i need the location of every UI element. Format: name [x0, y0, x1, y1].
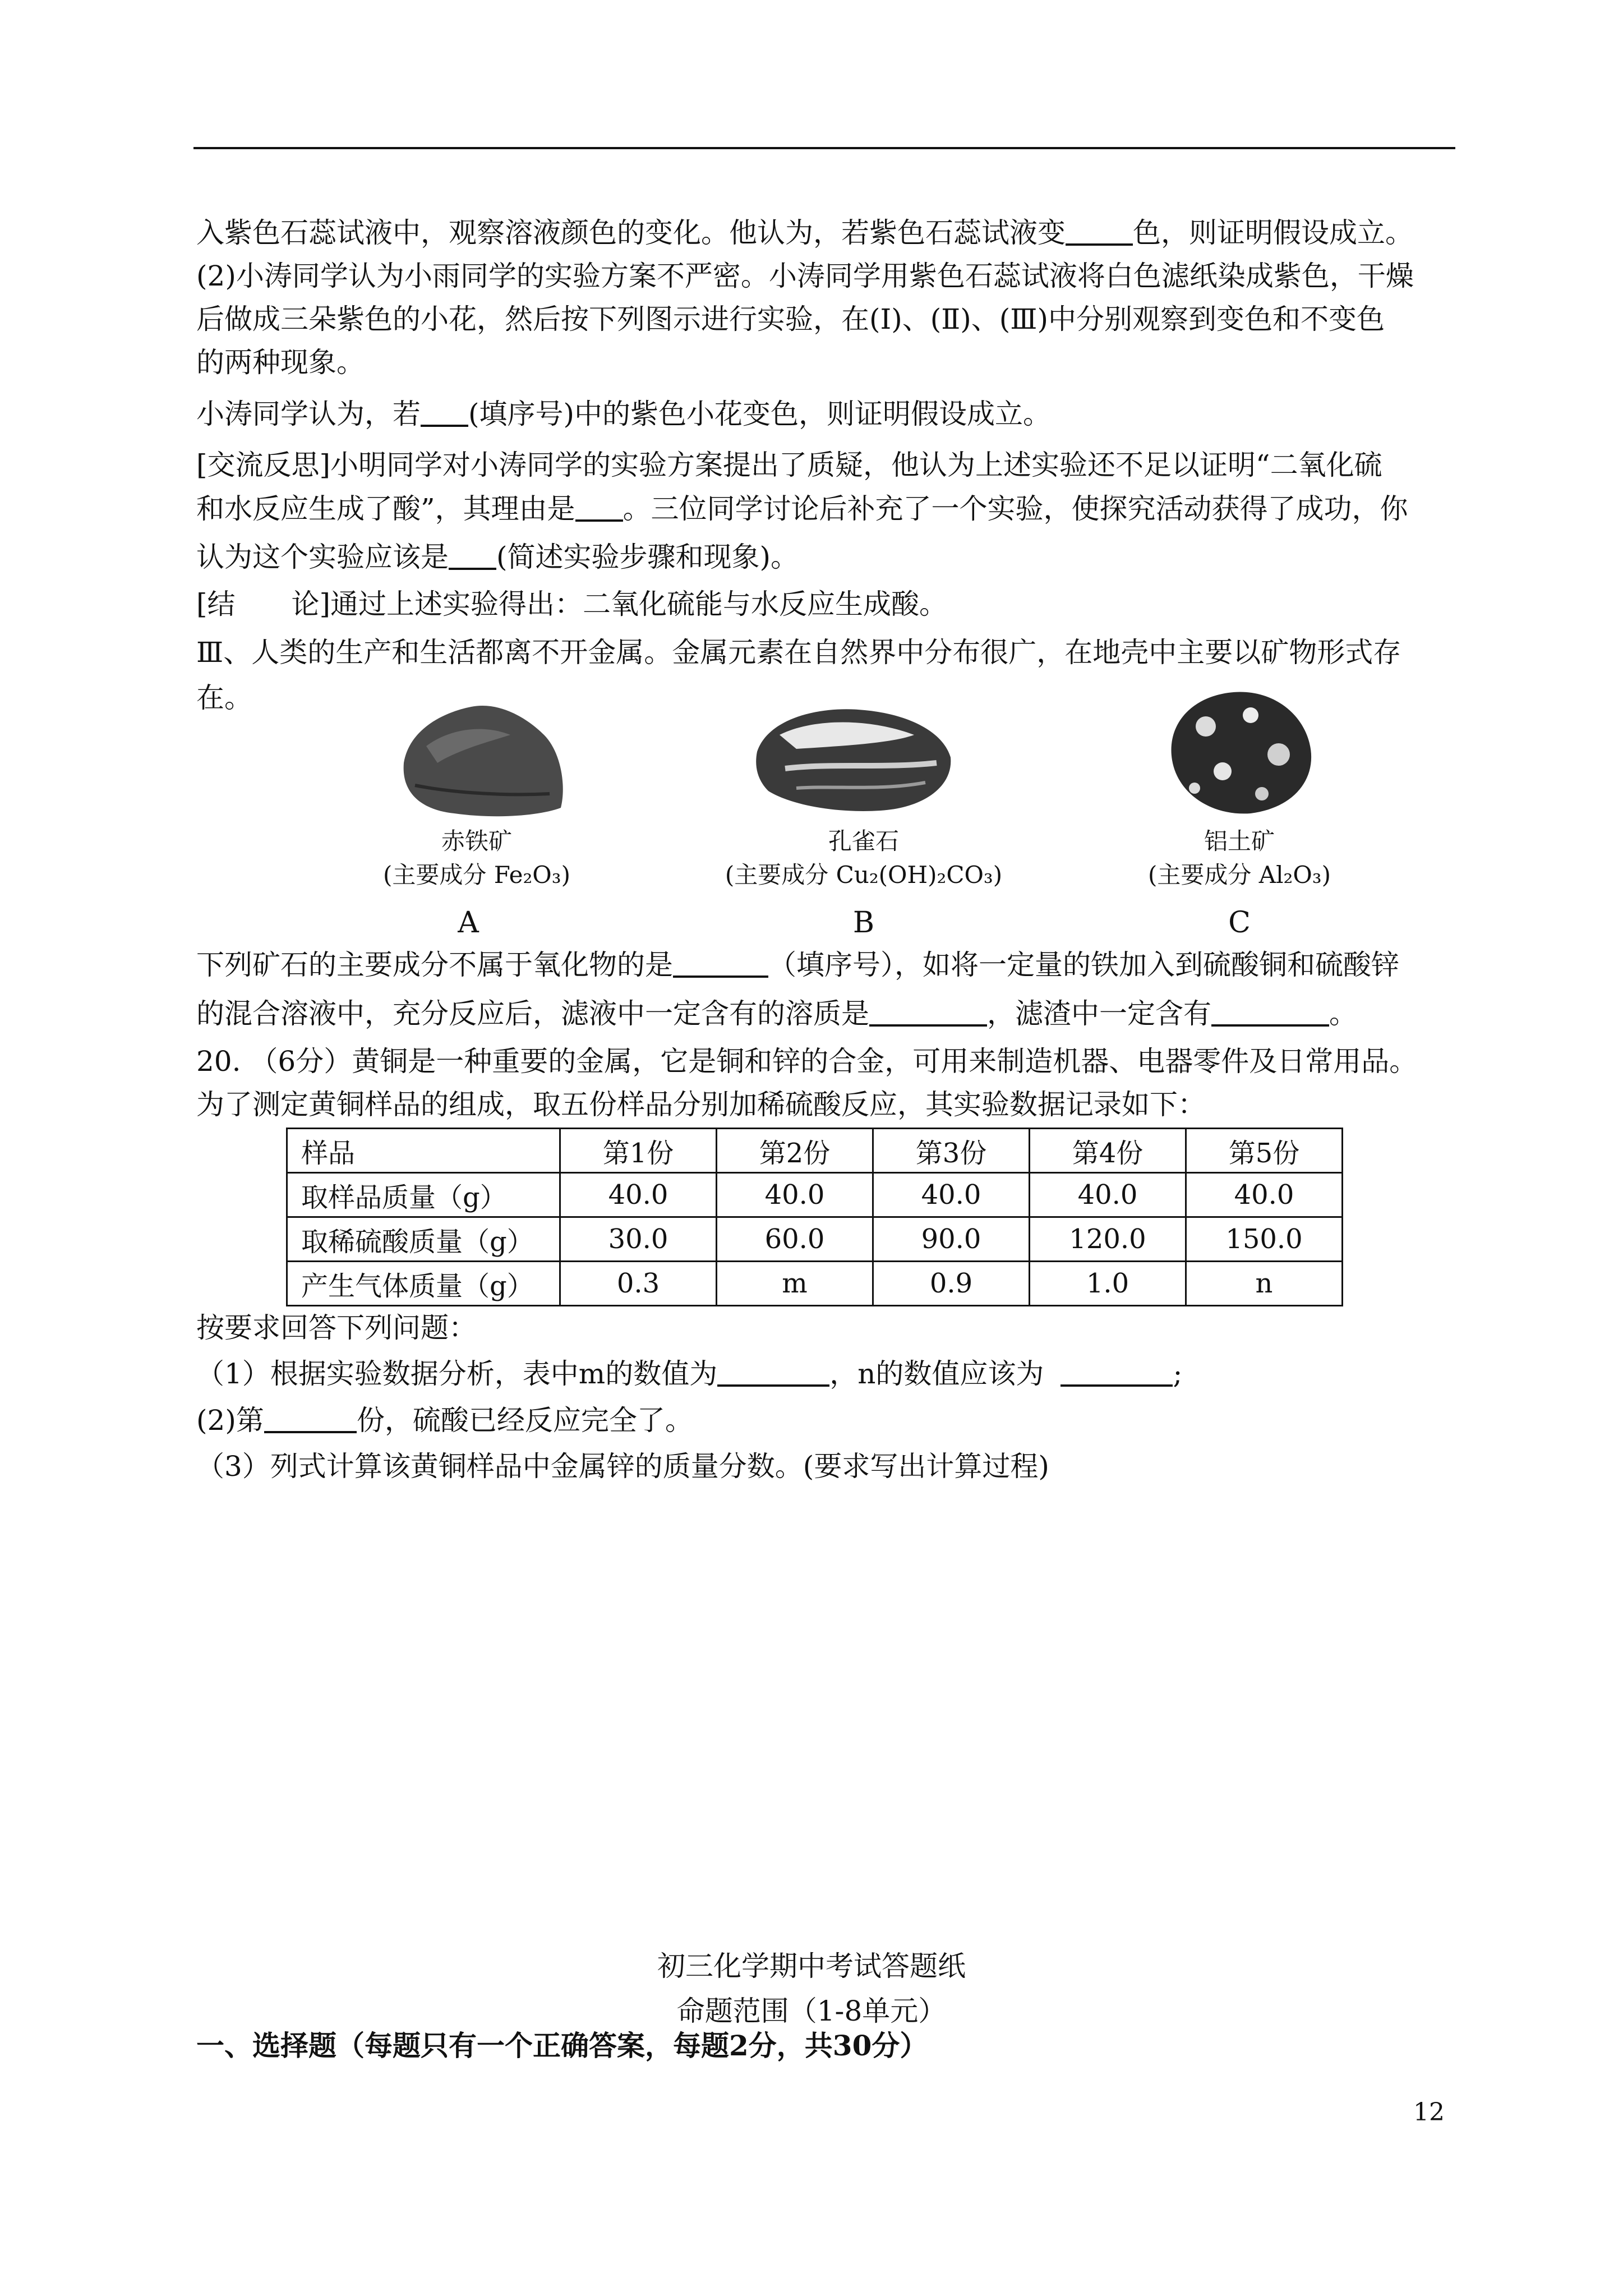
text-line-12: 下列矿石的主要成分不属于氧化物的是 （填序号），如将一定量的铁加入到硫酸铜和硫酸锌	[196, 949, 1399, 981]
table-cell: 40.0	[560, 1173, 717, 1217]
text-line-15: 为了测定黄铜样品的组成，取五份样品分别加稀硫酸反应，其实验数据记录如下：	[196, 1088, 1206, 1121]
table-cell: n	[1186, 1262, 1343, 1306]
text-line-11: 在。	[196, 682, 252, 714]
table-cell: 样品	[287, 1129, 560, 1173]
ore-name-c: 铝土矿	[1204, 827, 1275, 855]
table-row	[287, 1217, 1343, 1262]
table-cell: 30.0	[560, 1217, 717, 1262]
table-cell: 第5份	[1186, 1129, 1343, 1173]
text-line-5: 小涛同学认为，若 (填序号)中的紫色小花变色，则证明假设成立。	[196, 398, 1052, 430]
table-cell: 150.0	[1186, 1217, 1343, 1262]
table-cell: 90.0	[873, 1217, 1030, 1262]
ore-formula-a: (主要成分 Fe₂O₃)	[383, 861, 570, 889]
text-line-10: Ⅲ、人类的生产和生活都离不开金属。金属元素在自然界中分布很广，在地壳中主要以矿物形式存	[196, 636, 1401, 669]
text-line-1: 入紫色石蕊试液中，观察溶液颜色的变化。他认为，若紫色石蕊试液变 色，则证明假设成立。	[196, 217, 1413, 249]
answer-blank[interactable]	[673, 950, 768, 978]
answer-blank[interactable]	[449, 542, 496, 570]
text-line-9: [结 论]通过上述实验得出：二氧化硫能与水反应生成酸。	[196, 588, 948, 620]
table-cell: m	[717, 1262, 873, 1306]
ore-formula-b: (主要成分 Cu₂(OH)₂CO₃)	[725, 861, 1003, 889]
answer-blank[interactable]	[575, 494, 623, 522]
ore-formula-c: (主要成分 Al₂O₃)	[1148, 861, 1331, 889]
malachite-ore-image	[746, 701, 959, 819]
table-cell: 第3份	[873, 1129, 1030, 1173]
text-line-8: 认为这个实验应该是 (简述实验步骤和现象)。	[196, 541, 799, 573]
table-cell: 第2份	[717, 1129, 873, 1173]
text-line-16: 按要求回答下列问题：	[196, 1312, 477, 1344]
ore-letter-c: C	[1228, 906, 1251, 940]
table-row	[287, 1173, 1343, 1217]
table-cell: 第4份	[1030, 1129, 1186, 1173]
table-cell: 取样品质量（g）	[287, 1173, 560, 1217]
table-cell: 40.0	[717, 1173, 873, 1217]
text-line-13: 的混合溶液中，充分反应后，滤液中一定含有的溶质是 ，滤渣中一定含有 。	[196, 997, 1357, 1030]
table-cell: 120.0	[1030, 1217, 1186, 1262]
table-row	[287, 1262, 1343, 1306]
answer-blank[interactable]	[264, 1405, 357, 1433]
ore-letter-b: B	[852, 906, 875, 940]
ore-name-b: 孔雀石	[828, 827, 899, 855]
table-cell: 0.3	[560, 1262, 717, 1306]
experiment-data-table	[286, 1128, 1343, 1306]
table-cell: 产生气体质量（g）	[287, 1262, 560, 1306]
text-line-14: 20. （6分）黄铜是一种重要的金属，它是铜和锌的合金，可用来制造机器、电器零件及日常用品。	[196, 1045, 1418, 1078]
table-cell: 60.0	[717, 1217, 873, 1262]
text-line-17: （1）根据实验数据分析，表中m的数值为 ，n的数值应该为 ;	[196, 1358, 1183, 1390]
answer-blank[interactable]	[1061, 1359, 1173, 1387]
text-line-18: (2)第 份，硫酸已经反应完全了。	[196, 1404, 693, 1437]
table-cell: 取稀硫酸质量（g）	[287, 1217, 560, 1262]
table-cell: 40.0	[1186, 1173, 1343, 1217]
text-line-6: [交流反思]小明同学对小涛同学的实验方案提出了质疑，他认为上述实验还不足以证明“二氧化硫	[196, 449, 1382, 481]
table-cell: 40.0	[873, 1173, 1030, 1217]
text-line-3: 后做成三朵紫色的小花，然后按下列图示进行实验，在(Ⅰ)、(Ⅱ)、(Ⅲ)中分别观察到变色和不变色	[196, 303, 1385, 335]
hematite-ore-image	[393, 696, 572, 825]
table-cell: 第1份	[560, 1129, 717, 1173]
answer-blank[interactable]	[1066, 218, 1133, 246]
section-heading: 一、选择题（每题只有一个正确答案，每题2分，共30分）	[196, 2029, 928, 2062]
header-rule	[193, 147, 1455, 149]
ore-letter-a: A	[458, 906, 479, 940]
answer-sheet-title: 初三化学期中考试答题纸	[657, 1950, 966, 1982]
text-line-4: 的两种现象。	[196, 346, 365, 379]
table-cell: 40.0	[1030, 1173, 1186, 1217]
table-cell: 0.9	[873, 1262, 1030, 1306]
text-line-2: (2)小涛同学认为小雨同学的实验方案不严密。小涛同学用紫色石蕊试液将白色滤纸染成紫色，干燥	[196, 260, 1414, 292]
page-number: 12	[1413, 2098, 1445, 2127]
text-line-7: 和水反应生成了酸”，其理由是 。三位同学讨论后补充了一个实验，使探究活动获得了成功，你	[196, 493, 1408, 525]
answer-blank[interactable]	[1211, 999, 1329, 1027]
ore-name-a: 赤铁矿	[441, 827, 512, 855]
answer-blank[interactable]	[421, 399, 468, 427]
answer-sheet-subtitle: 命题范围（1-8单元）	[676, 1995, 947, 2027]
table-header-row	[287, 1129, 1343, 1173]
table-cell: 1.0	[1030, 1262, 1186, 1306]
answer-blank[interactable]	[717, 1359, 829, 1387]
text-line-19: （3）列式计算该黄铜样品中金属锌的质量分数。(要求写出计算过程)	[196, 1450, 1049, 1483]
answer-blank[interactable]	[869, 999, 987, 1027]
bauxite-ore-image	[1155, 682, 1324, 822]
